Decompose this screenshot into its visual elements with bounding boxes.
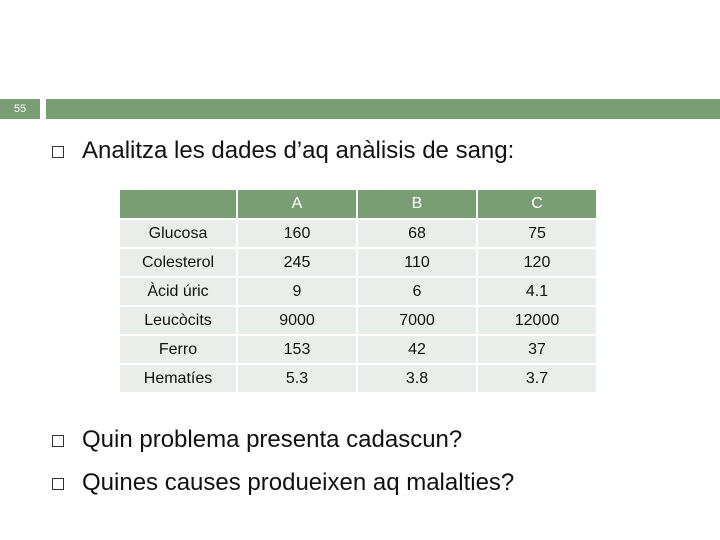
row-label: Àcid úric — [120, 278, 236, 305]
question-1: Quin problema presenta cadascun? — [82, 426, 463, 453]
cell-a: 245 — [238, 249, 356, 276]
cell-c: 75 — [478, 220, 596, 247]
table-header-c: C — [478, 190, 596, 218]
row-label: Leucòcits — [120, 307, 236, 334]
row-label: Glucosa — [120, 220, 236, 247]
cell-b: 68 — [358, 220, 476, 247]
table-row — [120, 249, 596, 276]
square-bullet-icon — [52, 435, 64, 447]
row-label: Ferro — [120, 336, 236, 363]
table-row — [120, 365, 596, 392]
cell-a: 9 — [238, 278, 356, 305]
table-row — [120, 220, 596, 247]
slide-title: Analitza les dades d’aq anàlisis de sang: — [82, 137, 515, 164]
table-row — [120, 336, 596, 363]
question-2: Quines causes produeixen aq malalties? — [82, 469, 515, 496]
cell-b: 7000 — [358, 307, 476, 334]
cell-b: 6 — [358, 278, 476, 305]
row-label: Hematíes — [120, 365, 236, 392]
cell-c: 12000 — [478, 307, 596, 334]
cell-c: 4.1 — [478, 278, 596, 305]
cell-a: 153 — [238, 336, 356, 363]
cell-c: 120 — [478, 249, 596, 276]
table-header-a: A — [238, 190, 356, 218]
cell-c: 37 — [478, 336, 596, 363]
cell-a: 9000 — [238, 307, 356, 334]
table-header-empty — [120, 190, 236, 218]
cell-a: 160 — [238, 220, 356, 247]
slide-number: 55 — [0, 99, 40, 119]
header-bar — [46, 99, 720, 119]
row-label: Colesterol — [120, 249, 236, 276]
cell-c: 3.7 — [478, 365, 596, 392]
cell-b: 42 — [358, 336, 476, 363]
blood-analysis-table — [118, 188, 598, 394]
cell-b: 3.8 — [358, 365, 476, 392]
table-header-row — [120, 190, 596, 218]
cell-a: 5.3 — [238, 365, 356, 392]
table-row — [120, 278, 596, 305]
cell-b: 110 — [358, 249, 476, 276]
table-row — [120, 307, 596, 334]
square-bullet-icon — [52, 146, 64, 158]
square-bullet-icon — [52, 478, 64, 490]
table-header-b: B — [358, 190, 476, 218]
